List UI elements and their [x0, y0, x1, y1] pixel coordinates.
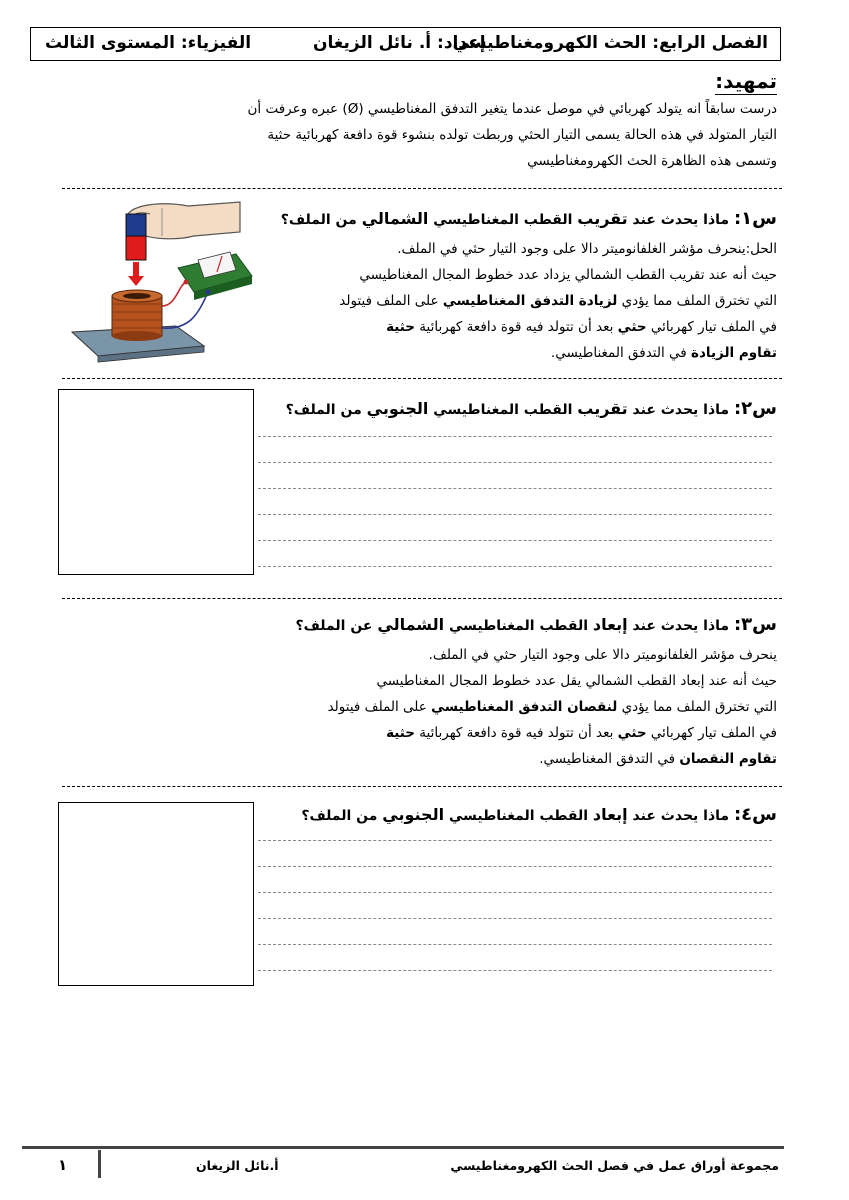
- question-4-title: س٤: ماذا يحدث عند إبعاد القطب المغناطيسي الجنوبي من الملف؟: [301, 804, 777, 825]
- answer-line[interactable]: [258, 488, 772, 489]
- answer-line[interactable]: [258, 892, 772, 893]
- answer-line[interactable]: [258, 918, 772, 919]
- answer-1-line-2: حيث أنه عند تقريب القطب الشمالي يزداد عدد خطوط المجال المغناطيسي: [359, 267, 777, 283]
- wire-red: [162, 282, 186, 306]
- down-arrow-icon: [128, 262, 144, 286]
- answer-3-line-3: التي تخترق الملف مما يؤدي لنقصان التدفق المغناطيسي على الملف فيتولد: [327, 699, 777, 715]
- intro-line-1: درست سابقاً انه يتولد كهربائي في موصل عندما يتغير التدفق المغناطيسي (Ø) عبره وعرفت أن: [247, 101, 777, 117]
- drawing-box-q4[interactable]: [58, 802, 254, 986]
- answer-line[interactable]: [258, 514, 772, 515]
- induction-illustration: [58, 196, 258, 366]
- answer-1-line-1: الحل:ينحرف مؤشر الغلفانوميتر دالا على وجود التيار حثي في الملف.: [397, 241, 777, 257]
- answer-1-line-5: تقاوم الزيادة في التدفق المغناطيسي.: [550, 345, 777, 361]
- answer-3-line-5: تقاوم النقصان في التدفق المغناطيسي.: [539, 751, 777, 767]
- footer-author: أ.نائل الزيغان: [196, 1158, 279, 1173]
- chapter-title: الفصل الرابع: الحث الكهرومغناطيسي: [452, 33, 768, 53]
- answer-line[interactable]: [258, 944, 772, 945]
- galvanometer: [178, 252, 252, 300]
- answer-line[interactable]: [258, 566, 772, 567]
- question-1-title: س١: ماذا يحدث عند تقريب القطب المغناطيسي الشمالي من الملف؟: [280, 208, 777, 229]
- answer-line[interactable]: [258, 840, 772, 841]
- question-3-title: س٣: ماذا يحدث عند إبعاد القطب المغناطيسي الشمالي عن الملف؟: [295, 614, 777, 635]
- answer-line[interactable]: [258, 866, 772, 867]
- answer-3-line-1: ينحرف مؤشر الغلفانوميتر دالا على وجود التيار حثي في الملف.: [428, 647, 777, 663]
- intro-line-2: التيار المتولد في هذه الحالة يسمى التيار الحثي وربطت تولده بنشوء قوة دافعة كهربائية حثية: [267, 127, 777, 143]
- answer-3-line-4: في الملف تيار كهربائي حثي بعد أن تتولد فيه قوة دافعة كهربائية حثية: [386, 725, 777, 741]
- footer-separator: [98, 1150, 101, 1178]
- section-divider: [62, 188, 782, 189]
- drawing-box-q2[interactable]: [58, 389, 254, 575]
- intro-heading: تمهيد:: [715, 69, 777, 93]
- header-bar: [30, 27, 781, 61]
- answer-line[interactable]: [258, 462, 772, 463]
- answer-line[interactable]: [258, 436, 772, 437]
- page-number: ١: [58, 1156, 68, 1174]
- footer-rule: [22, 1146, 784, 1149]
- answer-1-line-3: التي تخترق الملف مما يؤدي لزيادة التدفق المغناطيسي على الملف فيتولد: [339, 293, 777, 309]
- answer-line[interactable]: [258, 540, 772, 541]
- prepared-by: إعداد: أ. نائل الزيغان: [313, 33, 486, 53]
- bar-magnet: [126, 214, 146, 260]
- intro-line-3: وتسمى هذه الظاهرة الحث الكهرومغناطيسي: [527, 153, 777, 169]
- coil: [112, 290, 162, 341]
- question-2-title: س٢: ماذا يحدث عند تقريب القطب المغناطيسي الجنوبي من الملف؟: [285, 398, 777, 419]
- section-divider: [62, 598, 782, 599]
- answer-line[interactable]: [258, 970, 772, 971]
- answer-1-line-4: في الملف تيار كهربائي حثي بعد أن تتولد فيه قوة دافعة كهربائية حثية: [386, 319, 777, 335]
- section-divider: [62, 378, 782, 379]
- section-divider: [62, 786, 782, 787]
- footer-title: مجموعة أوراق عمل في فصل الحث الكهرومغناطيسي: [450, 1158, 779, 1173]
- subject-level: الفيزياء: المستوى الثالث: [45, 33, 252, 53]
- answer-3-line-2: حيث أنه عند إبعاد القطب الشمالي يقل عدد خطوط المجال المغناطيسي: [376, 673, 777, 689]
